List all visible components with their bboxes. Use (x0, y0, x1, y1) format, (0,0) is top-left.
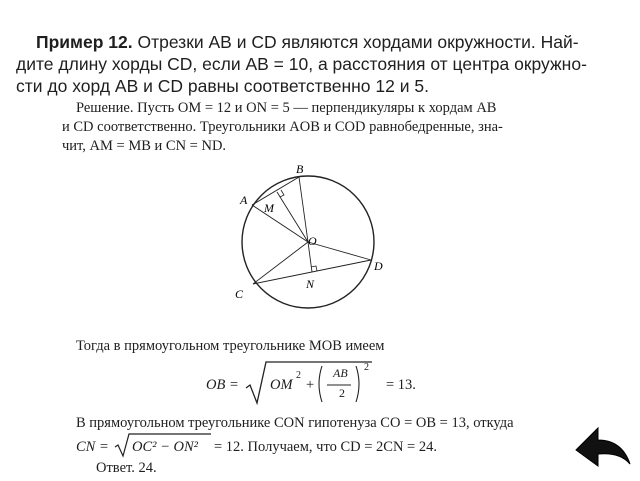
right-angle-mark-m (280, 190, 284, 197)
solution-line-4: Тогда в прямоугольном треугольнике MOB имеем (76, 338, 385, 354)
problem-line-2: дите длину хорды CD, если AB = 10, а расстояния от центра окружно- (16, 54, 587, 74)
back-arrow-icon (572, 420, 634, 476)
segment-ob (299, 177, 308, 242)
segment-om (277, 192, 308, 242)
problem-heading: Пример 12. (36, 32, 133, 52)
problem-line-3: сти до хорд AB и CD равны соответственно 12 и 5. (16, 76, 429, 96)
problem-line-1: Пример 12. Отрезки AB и CD являются хордами окружности. Най- (36, 32, 579, 52)
chord-circle-diagram (220, 160, 400, 330)
label-d: D (374, 259, 383, 273)
solution-line-5: В прямоугольном треугольнике CON гипотенуза CO = OB = 13, откуда (76, 415, 514, 431)
solution-line-2: и CD соответственно. Треугольники AOB и COD равнобедренные, зна- (62, 119, 503, 135)
segment-od (308, 242, 371, 260)
formula-ob: OB = OM 2 + AB 2 2 = 13. (200, 356, 460, 408)
label-c: C (235, 287, 244, 301)
label-a: A (240, 193, 248, 207)
back-button[interactable] (572, 420, 634, 476)
solution-line-1: Решение. Пусть OM = 12 и ON = 5 — перпендикуляры к хордам AB (76, 100, 497, 116)
label-m: M (264, 201, 274, 215)
label-n: N (306, 277, 315, 291)
solution-line-3: чит, AM = MB и CN = ND. (62, 138, 227, 154)
chord-ab (252, 177, 299, 205)
segment-oa (252, 205, 308, 242)
segment-oc (253, 242, 308, 284)
solution-line-6: CN = OC² − ON² = 12. Получаем, что CD = 2CN = 24. (76, 432, 496, 458)
label-b: B (296, 162, 304, 176)
answer: Ответ. 24. (96, 460, 157, 476)
label-o: O (308, 234, 317, 248)
